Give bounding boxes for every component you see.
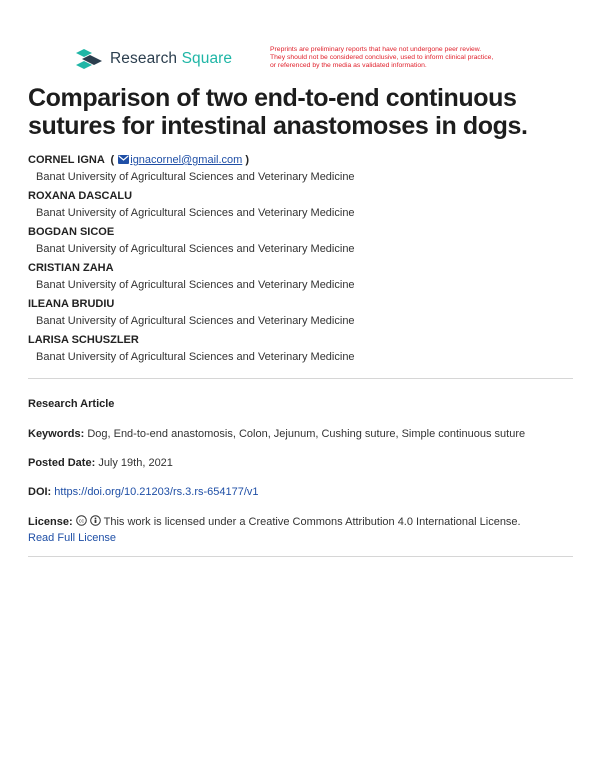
keywords-label: Keywords:	[28, 428, 85, 440]
author-name: CORNEL IGNA ( ignacornel@gmail.com )	[28, 154, 250, 166]
notice-line: Preprints are preliminary reports that have not undergone peer review.	[270, 46, 482, 53]
cc-icon	[76, 515, 87, 526]
article-type: Research Article	[28, 398, 115, 410]
notice-line: They should not be considered conclusive, used to inform clinical practice,	[270, 54, 494, 62]
svg-text:cc: cc	[78, 518, 84, 525]
posted-date-label: Posted Date:	[28, 457, 96, 469]
author-name: ROXANA DASCALU	[28, 190, 133, 202]
paper-title: Comparison of two end-to-end continuous sutures for intestinal anastomoses in dogs.	[28, 84, 528, 140]
author-email-link[interactable]: ignacornel@gmail.com	[130, 154, 243, 166]
author-name: CRISTIAN ZAHA	[28, 262, 114, 274]
doi-link[interactable]: https://doi.org/10.21203/rs.3.rs-654177/v1	[54, 486, 259, 498]
license-text: This work is licensed under a Creative Commons Attribution 4.0 International License.	[103, 516, 521, 528]
by-icon	[90, 515, 101, 526]
author-affiliation: Banat University of Agricultural Sciences and Veterinary Medicine	[36, 171, 355, 183]
author-affiliation: Banat University of Agricultural Sciences and Veterinary Medicine	[36, 243, 355, 255]
author-affiliation: Banat University of Agricultural Sciences and Veterinary Medicine	[36, 207, 355, 219]
posted-date-value: July 19th, 2021	[98, 457, 173, 469]
brand-name: Research Square	[110, 50, 233, 67]
author-name: ILEANA BRUDIU	[28, 298, 115, 310]
author-affiliation: Banat University of Agricultural Sciences and Veterinary Medicine	[36, 351, 355, 363]
doi-label: DOI:	[28, 486, 52, 498]
notice-line: or referenced by the media as validated information.	[270, 62, 427, 70]
header	[0, 0, 600, 80]
preprint-notice	[270, 46, 570, 71]
divider	[28, 556, 573, 557]
envelope-icon	[118, 155, 129, 164]
author-affiliation: Banat University of Agricultural Sciences and Veterinary Medicine	[36, 279, 355, 291]
author-name: BOGDAN SICOE	[28, 226, 115, 238]
author-affiliation: Banat University of Agricultural Sciences and Veterinary Medicine	[36, 315, 355, 327]
read-full-license-link[interactable]: Read Full License	[28, 532, 117, 544]
license	[28, 515, 578, 544]
posted-date	[28, 457, 578, 469]
license-label: License:	[28, 516, 73, 528]
author-name: LARISA SCHUSZLER	[28, 334, 139, 346]
research-square-logo-icon	[74, 47, 104, 71]
research-square-logo[interactable]	[74, 47, 232, 71]
divider	[28, 378, 573, 379]
keywords	[28, 428, 578, 440]
author-list	[28, 153, 578, 369]
keywords-value: Dog, End-to-end anastomosis, Colon, Jejunum, Cushing suture, Simple continuous suture	[87, 428, 526, 440]
doi	[28, 486, 578, 498]
